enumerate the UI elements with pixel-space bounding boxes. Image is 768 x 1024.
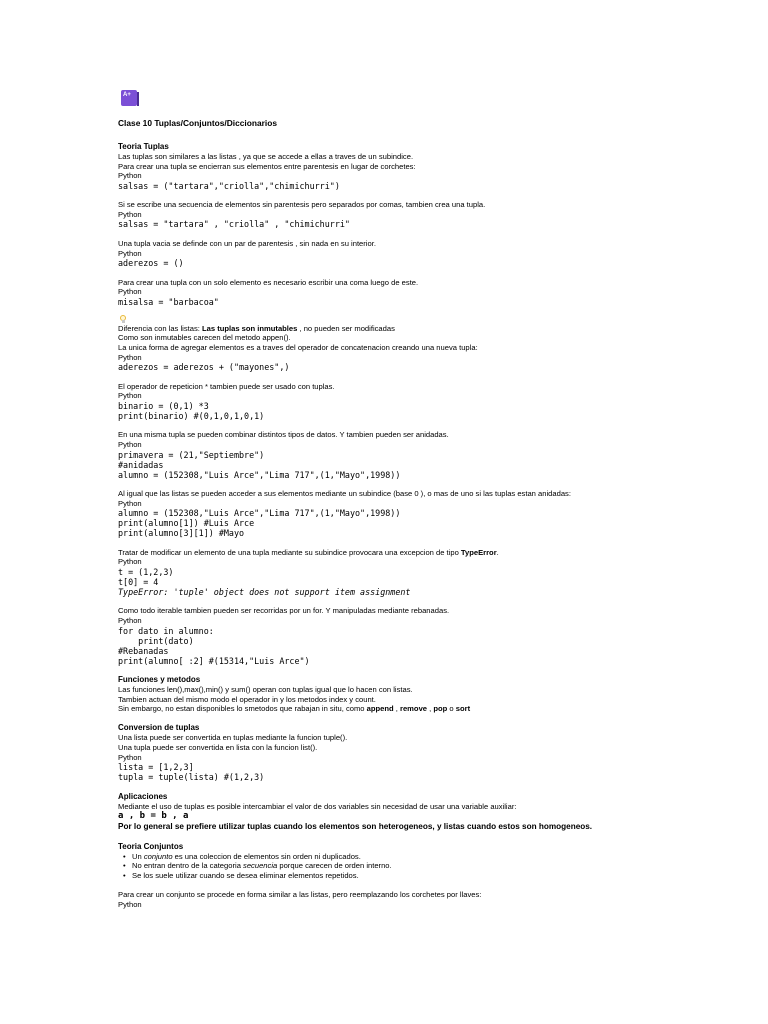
paragraph: Para crear una tupla con un solo elemento es necesario escribir una coma luego de este. [118,277,419,287]
code-language-label: Python [118,391,142,401]
code-language-label: Python [118,171,142,181]
paragraph: Si se escribe una secuencia de elementos sin parentesis pero separados por comas, tambien crea una tupla. [118,200,486,210]
code-block: salsas = ("tartara","criolla","chimichurri") [118,180,340,191]
bold-text: append [366,704,394,714]
paragraph: Como son inmutables carecen del metodo appen(). [118,333,291,343]
paragraph: Una lista puede ser convertida en tuplas mediante la funcion tuple(). [118,733,348,743]
text: , [393,704,400,714]
bold-text: Las tuplas son inmutables [202,323,298,333]
bold-text: remove [400,704,428,714]
heading-teoria-tuplas: Teoria Tuplas [118,142,169,151]
code-language-label: Python [118,752,142,762]
code-language-label: Python [118,899,142,909]
text: No entran dentro de la categoria [132,861,244,871]
paragraph [118,704,598,714]
paragraph: Mediante el uso de tuplas es posible intercambiar el valor de dos variables sin necesidad de usar una variable auxiliar: [118,801,517,811]
code-language-label: Python [118,209,142,219]
code-language-label: Python [118,616,142,626]
code-block: aderezos = aderezos + ("mayones",) [118,362,290,373]
paragraph: Como todo iterable tambien pueden ser recorridas por un for. Y manipuladas mediante rebanadas. [118,606,450,616]
list-item [132,861,598,871]
text: porque carecen de orden interno. [277,861,392,871]
paragraph: Tambien actuan del mismo modo el operador in y los metodos index y count. [118,694,376,704]
text: Tratar de modificar un elemento de una tupla mediante su subindice provocara una excepcion de tipo [118,547,461,557]
bold-paragraph: Por lo general se prefiere utilizar tuplas cuando los elementos son heterogeneos, y listas cuando estos son homogeneos. [118,822,593,832]
heading-funciones-y-metodos: Funciones y metodos [118,675,201,685]
text: , [427,704,434,714]
code-language-label: Python [118,440,142,449]
paragraph: En una misma tupla se pueden combinar distintos tipos de datos. Y tambien pueden ser anidadas. [118,430,449,440]
code-block: binario = (0,1) *3 print(binario) #(0,1,0,1,0,1) [118,400,265,421]
bold-text: pop [433,704,448,714]
text: , no pueden ser modificadas [297,323,395,333]
heading-conversion-de-tuplas: Conversion de tuplas [118,723,200,733]
code-language-label: Python [118,557,142,567]
code-error-output: TypeError: 'tuple' object does not support item assignment [118,586,411,597]
text: Un [132,851,144,861]
bold-text: sort [455,704,471,714]
code-language-label: Python [118,248,142,258]
list-item: • Se los suele utilizar cuando se desea eliminar elementos repetidos. [132,871,598,881]
paragraph [118,548,598,558]
a-plus-book-icon [121,90,139,108]
paragraph: Para crear una tupla se encierran sus elementos entre parentesis en lugar de corchetes: [118,161,416,171]
text: . [496,547,499,557]
code-block: misalsa = "barbacoa" [118,296,219,307]
bulb-base [122,320,125,323]
bold-text: TypeError [460,547,497,557]
page-title: Clase 10 Tuplas/Conjuntos/Diccionarios [118,118,278,128]
code-block: aderezos = () [118,258,184,269]
document-body [118,90,598,909]
paragraph: Las funciones len(),max(),min() y sum() operan con tuplas igual que lo hacen con listas. [118,685,413,695]
italic-text: secuencia [243,861,278,871]
paragraph: El operador de repeticion * tambien puede ser usado con tuplas. [118,381,335,391]
code-block: t = (1,2,3) t[0] = 4 [118,566,174,587]
text: Diferencia con las listas: [118,323,202,333]
a-plus-glyph: A+ [123,92,131,98]
paragraph [118,324,598,334]
code-language-label: Python [118,352,142,362]
list-item [132,852,598,862]
code-block: salsas = "tartara" , "criolla" , "chimichurri" [118,219,350,230]
paragraph: La unica forma de agregar elementos es a traves del operador de concatenacion creando una nueva tupla: [118,343,478,353]
paragraph: Las tuplas son similares a las listas , ya que se accede a ellas a traves de un subindice. [118,152,414,161]
code-block: for dato in alumno: print(dato) #Rebanadas print(alumno[ :2] #(15314,"Luis Arce") [118,625,310,666]
code-language-label: Python [118,498,142,508]
inline-code-swap: a , b = b , a [118,811,189,822]
paragraph: Al igual que las listas se pueden acceder a sus elementos mediante un subindice (base 0 ), o mas de uno si las tuplas estan anidadas: [118,489,571,499]
code-block: lista = [1,2,3] tupla = tuple(lista) #(1,2,3) [118,762,265,783]
text: es una coleccion de elementos sin orden ni duplicados. [172,851,361,861]
bullet-list [118,852,598,881]
lightbulb-icon [120,315,126,323]
code-block: primavera = (21,"Septiembre") #anidadas alumno = (152308,"Luis Arce","Lima 717",(1,"Mayo",1998)) [118,449,401,480]
italic-text: conjunto [143,851,173,861]
paragraph: Una tupla puede ser convertida en lista con la funcion list(). [118,743,318,753]
code-language-label: Python [118,287,142,297]
heading-teoria-conjuntos: Teoria Conjuntos [118,841,184,851]
paragraph: Una tupla vacia se definde con un par de parentesis , sin nada en su interior. [118,238,376,248]
code-block: alumno = (152308,"Luis Arce","Lima 717",(1,"Mayo",1998)) print(alumno[1]) #Luis Arce print(alumno[3][1]) #Mayo [118,508,401,539]
text: o [447,704,456,714]
heading-aplicaciones: Aplicaciones [118,791,168,801]
text: Sin embargo, no estan disponibles lo smetodos que rabajan in situ, como [118,704,367,714]
paragraph: Para crear un conjunto se procede en forma similar a las listas, pero reemplazando los corchetes por llaves: [118,890,482,900]
